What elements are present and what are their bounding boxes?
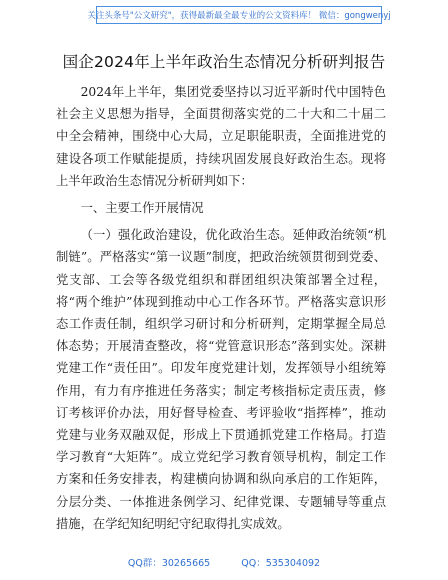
body-paragraph: （一）强化政治建设，优化政治生态。延伸政治统领“机制链”。严格落实“第一议题”制度，把政治统领贯彻到党委、党支部、工会等各级党组织和群团组织决策部署全过程，将“两个维护”体现到推动中心工作各环节。严格落实意识形态工作责任制，组织学习研讨和分析研判，定期掌握全局总体态势；开展清查整改，将“党管意识形态”落到实处。深耕党建工作“责任田”。印发年度党建计划，发挥领导小组统筹作用，有力有序推进任务落实；制定考核指标定责压责，修订考核评价办法，用好督导检查、考评验收“指挥棒”，推动党建与业务双融双促，形成上下贯通抓党建工作格局。打造学习教育“大矩阵”。成立党纪学习教育领导机构，制定工作方案和任务安排表，构建横向协调和纵向承启的工作矩阵，分层分类、一体推进条例学习、纪律党课、专题辅导等重点措施，在学纪知纪明纪守纪取得扎实成效。 [56, 228, 386, 531]
header-banner [87, 6, 391, 24]
footer-qq-group: QQ群：30265665 [127, 558, 211, 569]
footer [0, 555, 448, 569]
document-body [56, 81, 386, 535]
footer-qq: QQ：535304092 [241, 558, 321, 569]
document-title: 国企2024年上半年政治生态情况分析研判报告 [62, 53, 386, 71]
header-banner-text: 关注头条号"公文研究"，获得最新最全最专业的公文资料库！ 微信：gongwenyj [87, 11, 391, 21]
intro-paragraph: 2024年上半年，集团党委坚持以习近平新时代中国特色社会主义思想为指导，全面贯彻落实党的二十大和二十届二中全会精神，围绕中心大局，立足职能职责，全面推进党的建设各项工作赋能提质，持续巩固发展良好政治生态。现将上半年政治生态情况分析研判如下： [56, 85, 386, 188]
section-heading: 一、主要工作开展情况 [80, 201, 204, 216]
